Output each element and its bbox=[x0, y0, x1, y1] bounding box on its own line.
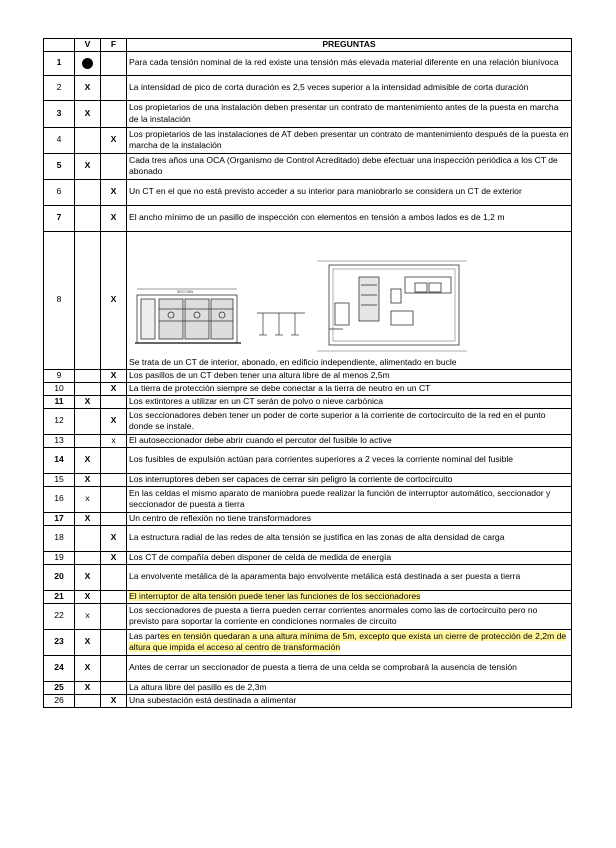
f-cell bbox=[101, 75, 127, 100]
f-cell bbox=[101, 603, 127, 629]
v-cell: X bbox=[75, 655, 101, 681]
question-text: Los interruptores deben ser capaces de cerrar sin peligro la corriente de cortocircuito bbox=[127, 473, 572, 486]
table-row bbox=[44, 694, 572, 707]
v-cell: x bbox=[75, 603, 101, 629]
header-preguntas: PREGUNTAS bbox=[127, 39, 572, 52]
question-text: Un CT en el que no está previsto acceder a su interior para maniobrarlo se considera un CT de exterior bbox=[127, 179, 572, 205]
f-cell: X bbox=[101, 369, 127, 382]
question-text: La altura libre del pasillo es de 2,3m bbox=[127, 681, 572, 694]
table-row bbox=[44, 486, 572, 512]
question-cell bbox=[127, 231, 572, 369]
question-text: Las part bbox=[129, 630, 161, 641]
row-number: 3 bbox=[44, 100, 75, 127]
table-row bbox=[44, 655, 572, 681]
v-cell: X bbox=[75, 153, 101, 179]
question-text: Los seccionadores de puesta a tierra pueden cerrar corrientes anormales como las de cortocircuito pero no previsto para soportar la corriente en condiciones normales de circuito bbox=[127, 603, 572, 629]
question-text: El interruptor de alta tensión puede tener las funciones de los seccionadores bbox=[129, 590, 421, 601]
table-row bbox=[44, 434, 572, 447]
row-number: 22 bbox=[44, 603, 75, 629]
f-cell bbox=[101, 564, 127, 590]
v-cell: X bbox=[75, 447, 101, 473]
row-number: 8 bbox=[44, 231, 75, 369]
f-cell: X bbox=[101, 205, 127, 231]
row-number: 24 bbox=[44, 655, 75, 681]
f-cell: X bbox=[101, 525, 127, 551]
row-number: 2 bbox=[44, 75, 75, 100]
v-cell: X bbox=[75, 590, 101, 603]
row-number: 12 bbox=[44, 408, 75, 434]
f-cell: X bbox=[101, 694, 127, 707]
ct-plan-drawing bbox=[129, 255, 469, 359]
question-text: El ancho mínimo de un pasillo de inspección con elementos en tensión a ambos lados es de 1,2 m bbox=[127, 205, 572, 231]
table-row bbox=[44, 231, 572, 369]
v-cell bbox=[75, 179, 101, 205]
f-cell bbox=[101, 512, 127, 525]
f-cell bbox=[101, 590, 127, 603]
f-cell bbox=[101, 51, 127, 75]
question-text: Antes de cerrar un seccionador de puesta a tierra de una celda se comprobará la ausencia de tensión bbox=[127, 655, 572, 681]
v-cell bbox=[75, 551, 101, 564]
table-row bbox=[44, 473, 572, 486]
f-cell: X bbox=[101, 179, 127, 205]
table-row bbox=[44, 551, 572, 564]
f-cell bbox=[101, 681, 127, 694]
table-row bbox=[44, 395, 572, 408]
v-cell: X bbox=[75, 512, 101, 525]
row-number: 13 bbox=[44, 434, 75, 447]
v-cell bbox=[75, 127, 101, 153]
row-number: 4 bbox=[44, 127, 75, 153]
table-row bbox=[44, 179, 572, 205]
question-text: Se trata de un CT de interior, abonado, en edificio independiente, alimentado en bucle bbox=[129, 357, 457, 367]
table-row bbox=[44, 525, 572, 551]
row-number: 11 bbox=[44, 395, 75, 408]
question-text: Una subestación está destinada a alimentar bbox=[127, 694, 572, 707]
ct-drawing bbox=[129, 253, 569, 357]
row-number: 10 bbox=[44, 382, 75, 395]
v-cell bbox=[75, 369, 101, 382]
f-cell: X bbox=[101, 551, 127, 564]
question-cell bbox=[127, 629, 572, 655]
question-text: La estructura radial de las redes de alta tensión se justifica en las zonas de alta densidad de carga bbox=[127, 525, 572, 551]
row-number: 16 bbox=[44, 486, 75, 512]
row-number: 23 bbox=[44, 629, 75, 655]
row-number: 25 bbox=[44, 681, 75, 694]
question-text: Los propietarios de una instalación deben presentar un contrato de mantenimiento antes de la puesta en marcha de la instalación bbox=[127, 100, 572, 127]
f-cell bbox=[101, 655, 127, 681]
f-cell: x bbox=[101, 434, 127, 447]
question-text: Un centro de reflexión no tiene transformadores bbox=[127, 512, 572, 525]
f-cell bbox=[101, 153, 127, 179]
v-cell: x bbox=[75, 486, 101, 512]
f-cell bbox=[101, 395, 127, 408]
question-text: La intensidad de pico de corta duración es 2,5 veces superior a la intensidad admisible de corta duración bbox=[127, 75, 572, 100]
row-number: 20 bbox=[44, 564, 75, 590]
v-cell: X bbox=[75, 473, 101, 486]
v-cell bbox=[75, 408, 101, 434]
table-row bbox=[44, 75, 572, 100]
f-cell bbox=[101, 629, 127, 655]
f-cell bbox=[101, 473, 127, 486]
question-text: Los pasillos de un CT deben tener una altura libre de al menos 2,5m bbox=[127, 369, 572, 382]
svg-text:SECCION: SECCION bbox=[177, 290, 193, 294]
row-number: 21 bbox=[44, 590, 75, 603]
table-row bbox=[44, 51, 572, 75]
v-cell bbox=[75, 231, 101, 369]
table-row bbox=[44, 447, 572, 473]
table-row bbox=[44, 512, 572, 525]
f-cell: X bbox=[101, 127, 127, 153]
table-row bbox=[44, 629, 572, 655]
row-number: 26 bbox=[44, 694, 75, 707]
f-cell bbox=[101, 447, 127, 473]
header-row bbox=[44, 39, 572, 52]
v-cell: X bbox=[75, 395, 101, 408]
question-text: Cada tres años una OCA (Organismo de Control Acreditado) debe efectuar una inspección periódica a los CT de abonado bbox=[127, 153, 572, 179]
table-row bbox=[44, 100, 572, 127]
v-cell: X bbox=[75, 629, 101, 655]
row-number: 6 bbox=[44, 179, 75, 205]
table-row bbox=[44, 153, 572, 179]
table-row bbox=[44, 408, 572, 434]
v-cell bbox=[75, 51, 101, 75]
v-cell bbox=[75, 434, 101, 447]
table-row bbox=[44, 369, 572, 382]
question-text: Los CT de compañía deben disponer de celda de medida de energía bbox=[127, 551, 572, 564]
question-text: Los fusibles de expulsión actúan para corrientes superiores a 2 veces la corriente nominal del fusible bbox=[127, 447, 572, 473]
filled-circle-icon bbox=[82, 58, 93, 69]
f-cell: X bbox=[101, 231, 127, 369]
table-row bbox=[44, 382, 572, 395]
row-number: 1 bbox=[44, 51, 75, 75]
header-f: F bbox=[101, 39, 127, 52]
row-number: 15 bbox=[44, 473, 75, 486]
row-number: 9 bbox=[44, 369, 75, 382]
f-cell bbox=[101, 486, 127, 512]
header-num bbox=[44, 39, 75, 52]
table-row bbox=[44, 590, 572, 603]
v-cell: X bbox=[75, 681, 101, 694]
table-row bbox=[44, 603, 572, 629]
question-text: Los extintores a utilizar en un CT serán de polvo o nieve carbónica bbox=[127, 395, 572, 408]
f-cell: X bbox=[101, 408, 127, 434]
row-number: 18 bbox=[44, 525, 75, 551]
v-cell bbox=[75, 382, 101, 395]
row-number: 17 bbox=[44, 512, 75, 525]
v-cell: X bbox=[75, 100, 101, 127]
f-cell bbox=[101, 100, 127, 127]
question-cell bbox=[127, 590, 572, 603]
table-row bbox=[44, 127, 572, 153]
row-number: 5 bbox=[44, 153, 75, 179]
question-text: Los propietarios de las instalaciones de AT deben presentar un contrato de mantenimiento después de la puesta en marcha de la instalación bbox=[127, 127, 572, 153]
question-text: La envolvente metálica de la aparamenta bajo envolvente metálica está destinada a ser puesta a tierra bbox=[127, 564, 572, 590]
table-row bbox=[44, 205, 572, 231]
row-number: 14 bbox=[44, 447, 75, 473]
v-cell bbox=[75, 205, 101, 231]
question-text: En las celdas el mismo aparato de maniobra puede realizar la función de interruptor automático, seccionador y seccionador de puesta a tierra bbox=[127, 486, 572, 512]
header-v: V bbox=[75, 39, 101, 52]
row-number: 19 bbox=[44, 551, 75, 564]
row-number: 7 bbox=[44, 205, 75, 231]
f-cell: X bbox=[101, 382, 127, 395]
question-text: Para cada tensión nominal de la red existe una tensión más elevada material diferente en una relación biunívoca bbox=[127, 51, 572, 75]
table-row bbox=[44, 681, 572, 694]
question-text: Los seccionadores deben tener un poder de corte superior a la corriente de cortocircuito de la red en el punto donde se instale. bbox=[127, 408, 572, 434]
question-text: La tierra de protección siempre se debe conectar a la tierra de neutro en un CT bbox=[127, 382, 572, 395]
v-cell bbox=[75, 694, 101, 707]
v-cell: X bbox=[75, 564, 101, 590]
question-text: El autoseccionador debe abrir cuando el percutor del fusible lo active bbox=[127, 434, 572, 447]
v-cell: X bbox=[75, 75, 101, 100]
question-text-highlighted: es en tensión quedaran a una altura mínima de 5m, excepto que exista un cierre de protección de 2,2m de altura que impida el acceso al centro de transformación bbox=[129, 630, 567, 653]
questions-table bbox=[43, 38, 572, 708]
table-row bbox=[44, 564, 572, 590]
v-cell bbox=[75, 525, 101, 551]
